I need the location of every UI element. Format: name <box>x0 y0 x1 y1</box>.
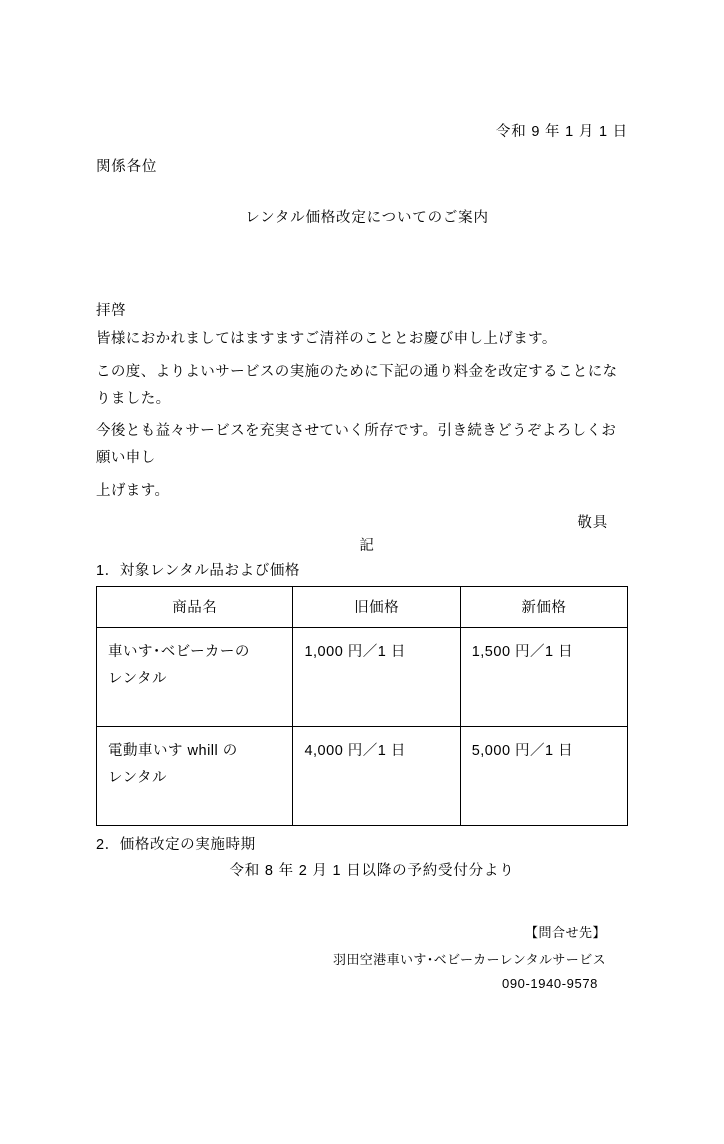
contact-phone: 090-1940-9578 <box>502 975 598 991</box>
price-table <box>96 586 628 826</box>
section-heading-items: 1．対象レンタル品および価格 <box>96 562 301 579</box>
table-cell-product <box>97 627 293 726</box>
table-cell-old-price: 1,000 円／1 日 <box>293 627 460 726</box>
product-name-line-1: 車いす･ベビーカーの <box>108 643 250 660</box>
page-title: レンタル価格改定についてのご案内 <box>245 210 489 226</box>
section-heading-schedule: 2．価格改定の実施時期 <box>96 836 256 853</box>
date-line: 令和 9 年 1 月 1 日 <box>495 124 628 140</box>
closing-word: 敬具 <box>577 514 608 531</box>
table-header-new-price: 新価格 <box>460 586 627 627</box>
table-header-product: 商品名 <box>97 586 293 627</box>
contact-organization: 羽田空港車いす･ベビーカーレンタルサービス <box>332 951 606 967</box>
product-name-line-2: レンタル <box>108 769 168 786</box>
ki-marker: 記 <box>359 537 375 554</box>
body-paragraph-line-4: 上げます。 <box>96 483 170 500</box>
contact-label: 【問合せ先】 <box>524 924 606 940</box>
table-cell-product <box>97 726 293 825</box>
table-row <box>97 726 628 825</box>
body-paragraph-line-2: この度、よりよいサービスの実施のために下記の通り料金を改定することになりました。 <box>96 363 618 407</box>
table-header-row <box>97 586 628 627</box>
table-cell-new-price: 5,000 円／1 日 <box>460 726 627 825</box>
table-header-old-price: 旧価格 <box>293 586 460 627</box>
document-page <box>0 120 724 1144</box>
table-cell-new-price: 1,500 円／1 日 <box>460 627 627 726</box>
salutation: 拝啓 <box>96 303 127 319</box>
table-row <box>97 627 628 726</box>
body-paragraph-line-3: 今後とも益々サービスを充実させていく所存です。引き続きどうぞよろしくお願い申し <box>96 423 617 467</box>
table-cell-old-price: 4,000 円／1 日 <box>293 726 460 825</box>
contact-block <box>96 922 628 991</box>
body-paragraph-line-1: 皆様におかれましてはますますご清祥のこととお慶び申し上げます。 <box>96 331 557 347</box>
addressee: 関係各位 <box>96 159 158 175</box>
product-name-line-2: レンタル <box>108 670 168 687</box>
effective-date: 令和 8 年 2 月 1 日以降の予約受付分より <box>229 862 515 879</box>
product-name-line-1: 電動車いす whill の <box>108 742 238 759</box>
